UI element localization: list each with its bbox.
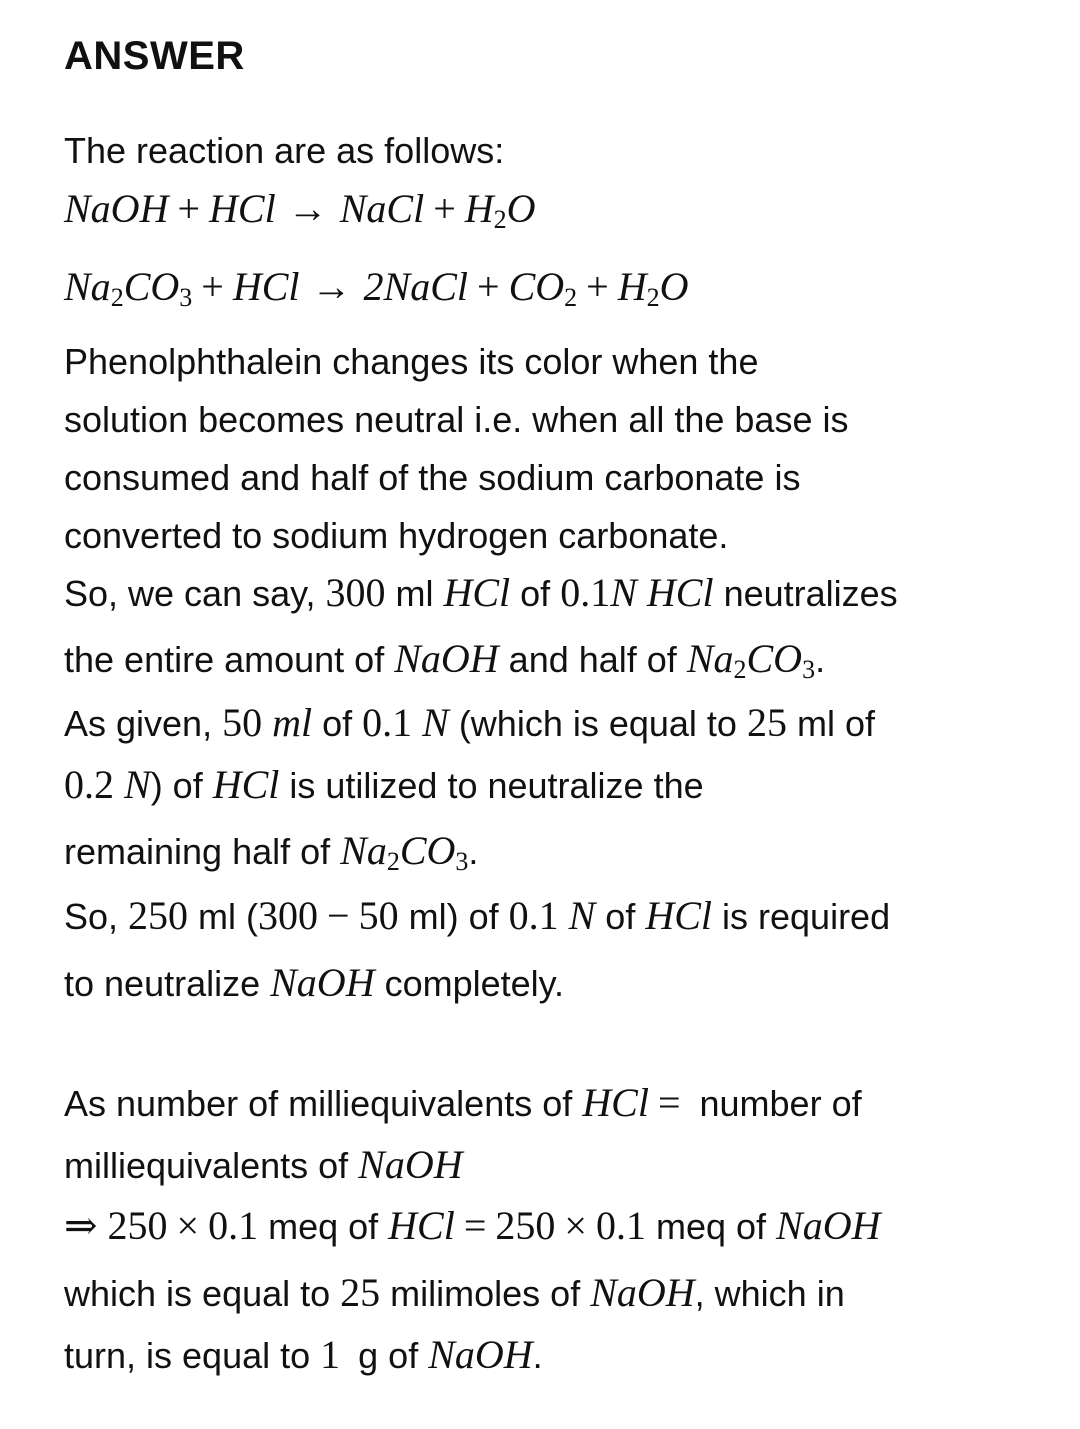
eq2-co-subscript: 3	[179, 283, 193, 312]
hcl-formula: HCl	[443, 570, 511, 615]
times-sign: ×	[176, 1203, 200, 1248]
number: 0.1	[208, 1203, 259, 1248]
naoh-formula: NaOH	[776, 1203, 881, 1248]
line-entire-amount	[64, 636, 825, 693]
text: of	[595, 896, 646, 937]
times-sign: ×	[564, 1203, 587, 1248]
paragraph-line: converted to sodium hydrogen carbonate.	[64, 515, 729, 556]
eq2-na-subscript: 2	[110, 283, 124, 312]
normality-symbol: N	[568, 893, 596, 938]
normality-symbol: N	[610, 570, 637, 615]
text: .	[532, 1335, 543, 1376]
text: the entire amount of	[64, 639, 395, 680]
line-milliequivalents	[64, 1080, 862, 1127]
text: milimoles of	[380, 1273, 591, 1314]
number: 0.1	[560, 570, 611, 615]
implies-arrow: ⇒	[64, 1203, 98, 1248]
ml-unit: ml	[272, 700, 313, 745]
eq1-arrow: →	[287, 186, 328, 231]
line-as-given	[64, 700, 875, 747]
eq2-co2-subscript: 2	[564, 283, 578, 312]
answer-heading: ANSWER	[64, 34, 245, 78]
text: of	[312, 703, 363, 744]
text: neutralizes	[713, 573, 898, 614]
text: ml) of	[398, 896, 509, 937]
line-milimoles	[64, 1270, 845, 1317]
text: .	[468, 831, 479, 872]
normality-symbol: N	[124, 762, 151, 807]
number: 250	[495, 1203, 556, 1248]
number: 250	[107, 1203, 168, 1248]
text: of	[510, 573, 561, 614]
minus-sign: −	[327, 893, 350, 938]
hcl-formula: HCl	[212, 762, 280, 807]
text: completely.	[374, 963, 564, 1004]
text: ml	[385, 573, 444, 614]
hcl-formula: HCl	[645, 893, 713, 938]
subscript: 2	[386, 847, 400, 876]
na-symbol: Na	[686, 636, 734, 681]
number: 25	[340, 1270, 381, 1315]
line-utilized	[64, 762, 704, 809]
eq1-plus-2: +	[433, 186, 456, 231]
text: is required	[712, 896, 891, 937]
eq2-plus: +	[201, 264, 224, 309]
number: 250	[128, 893, 189, 938]
number: 0.1	[362, 700, 413, 745]
eq2-nacl: 2NaCl	[363, 264, 468, 309]
line-implies	[64, 1203, 880, 1250]
eq2-plus-3: +	[586, 264, 609, 309]
text: .	[815, 639, 826, 680]
number: 0.1	[595, 1203, 646, 1248]
text: ml (	[188, 896, 259, 937]
eq1-o: O	[506, 186, 536, 231]
line-neutralize-naoh	[64, 960, 564, 1007]
eq2-co2: CO	[508, 264, 565, 309]
text: number of	[689, 1083, 862, 1124]
text: g of	[358, 1335, 429, 1376]
text: and half of	[498, 639, 687, 680]
paragraph-line: consumed and half of the sodium carbonate is	[64, 457, 801, 498]
text: milliequivalents of	[64, 1145, 359, 1186]
subscript: 3	[455, 847, 469, 876]
eq2-h: H	[617, 264, 647, 309]
eq1-h-subscript: 2	[493, 205, 507, 234]
eq2-plus-2: +	[477, 264, 500, 309]
na-symbol: Na	[340, 828, 387, 873]
paragraph-line: Phenolphthalein changes its color when the	[64, 341, 759, 382]
line-300ml	[64, 570, 898, 617]
text: turn, is equal to	[64, 1335, 321, 1376]
intro-line: The reaction are as follows:	[64, 130, 505, 171]
line-equal-to-1g	[64, 1332, 543, 1379]
eq1-hcl: HCl	[209, 186, 276, 231]
hcl-formula: HCl	[582, 1080, 649, 1125]
line-remaining-half	[64, 828, 478, 885]
subscript: 3	[802, 655, 816, 684]
subscript: 2	[733, 655, 747, 684]
eq1-naoh: NaOH	[64, 186, 169, 231]
text: So,	[64, 896, 129, 937]
number: 300	[325, 570, 386, 615]
naoh-formula: NaOH	[270, 960, 375, 1005]
eq1-nacl: NaCl	[339, 186, 425, 231]
co-symbol: CO	[399, 828, 456, 873]
number: 50	[358, 893, 399, 938]
eq2-co: CO	[123, 264, 180, 309]
normality-symbol: N	[422, 700, 449, 745]
text: So, we can say,	[64, 573, 326, 614]
hcl-formula: HCl	[388, 1203, 455, 1248]
eq1-h: H	[464, 186, 494, 231]
text: is utilized to neutralize the	[279, 765, 704, 806]
text: ml of	[786, 703, 875, 744]
number: 0.1	[508, 893, 559, 938]
number: 0.2	[64, 762, 114, 807]
eq2-hcl: HCl	[232, 264, 300, 309]
equation-1	[64, 186, 536, 243]
text: remaining half of	[64, 831, 341, 872]
number: 1	[320, 1332, 341, 1377]
equals-sign: =	[463, 1203, 487, 1248]
text: As number of milliequivalents of	[64, 1083, 583, 1124]
paragraph-line: solution becomes neutral i.e. when all the base is	[64, 399, 849, 440]
text: to neutralize	[64, 963, 271, 1004]
number: 300	[258, 893, 319, 938]
naoh-formula: NaOH	[428, 1332, 533, 1377]
number: 50	[222, 700, 263, 745]
text: (which is equal to	[448, 703, 747, 744]
equals-sign: =	[657, 1080, 681, 1125]
eq2-na: Na	[64, 264, 111, 309]
text: meq of	[645, 1206, 777, 1247]
hcl-formula: HCl	[646, 570, 714, 615]
naoh-formula: NaOH	[358, 1142, 463, 1187]
text: meq of	[258, 1206, 389, 1247]
eq2-arrow: →	[311, 264, 352, 309]
text: which is equal to	[64, 1273, 341, 1314]
line-milliequivalents-naoh	[64, 1142, 463, 1189]
eq2-o: O	[659, 264, 689, 309]
eq2-h-subscript: 2	[646, 283, 660, 312]
line-250ml	[64, 893, 890, 940]
co-symbol: CO	[746, 636, 803, 681]
text: , which in	[694, 1273, 845, 1314]
text: As given,	[64, 703, 223, 744]
equation-2	[64, 264, 688, 321]
eq1-plus: +	[177, 186, 201, 231]
naoh-formula: NaOH	[590, 1270, 695, 1315]
naoh-formula: NaOH	[394, 636, 499, 681]
number: 25	[746, 700, 787, 745]
text: ) of	[150, 765, 213, 806]
